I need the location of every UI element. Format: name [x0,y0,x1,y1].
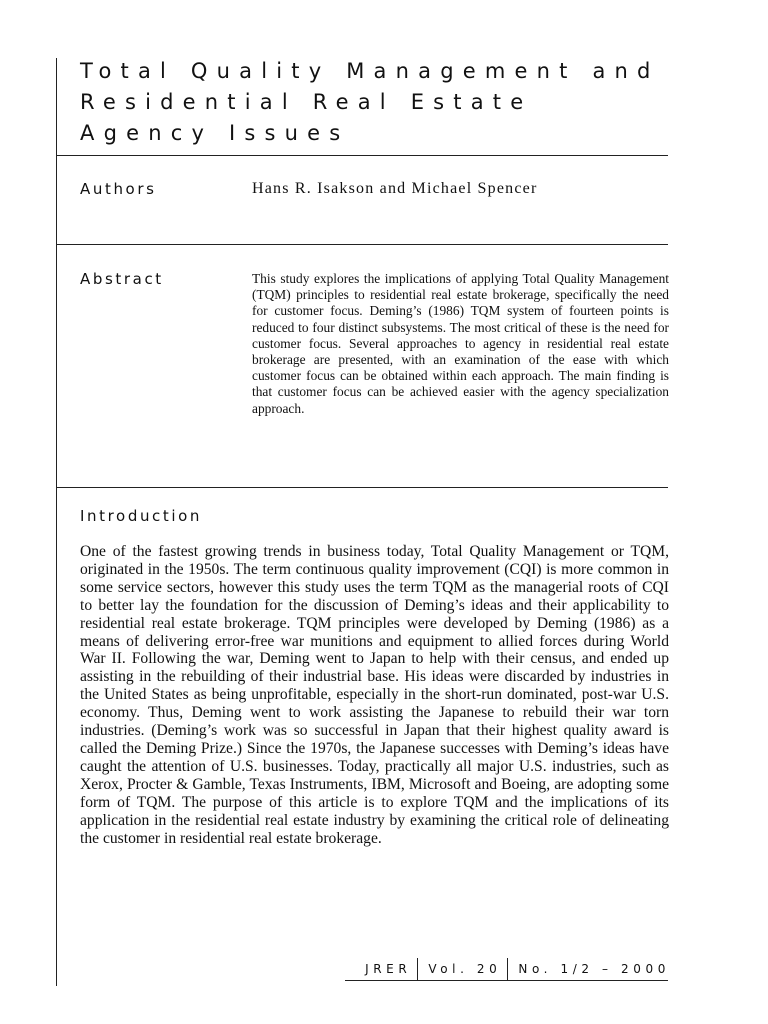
footer-separator [507,958,508,980]
divider-abstract [56,487,668,488]
authors-names: Hans R. Isakson and Michael Spencer [252,180,538,197]
running-footer [365,958,670,980]
footer-volume: Vol. 20 [428,962,502,976]
introduction-heading: Introduction [80,507,203,525]
footer-separator [417,958,418,980]
authors-label: Authors [80,180,157,198]
paper-title: Total Quality Management and Residential Real Estate Agency Issues [80,59,660,145]
divider-authors [56,244,668,245]
left-margin-rule [56,58,57,986]
abstract-label: Abstract [80,270,164,288]
abstract-text: This study explores the implications of applying Total Quality Management (TQM) principles to residential real estate brokerage, specifically the need for customer focus. Deming’s (1986) TQM system of fourteen points is reduced to four distinct subsystems. The most critical of these is the need for customer focus. Several approaches to agency in residential real estate brokerage are presented, with an examination of the ease with which customer focus can be obtained within each approach. The main finding is that customer focus can be achieved easier with the agency specialization approach. [252,271,669,416]
divider-title [56,155,668,156]
introduction-text: One of the fastest growing trends in business today, Total Quality Management or TQM, originated in the 1950s. The term continuous quality improvement (CQI) is more common in some service sectors, however this study uses the term TQM as the managerial roots of CQI to better lay the foundation for the discussion of Deming’s ideas and their applicability to residential real estate brokerage. TQM principles were developed by Deming (1986) as a means of delivering error-free war munitions and equipment to allied forces during World War II. Following the war, Deming went to Japan to help with their census, and ended up assisting in the rebuilding of their industrial base. His ideas were discarded by industries in the United States as being unprofitable, especially in the short-run dominated, post-war U.S. economy. Thus, Deming went to work assisting the Japanese to rebuild their war torn industries. (Deming’s work was so successful in Japan that their highest quality award is called the Deming Prize.) Since the 1970s, the Japanese successes with Deming’s ideas have caught the attention of U.S. businesses. Today, practically all major U.S. industries, such as Xerox, Procter & Gamble, Texas Instruments, IBM, Microsoft and Boeing, are adopting some form of TQM. The purpose of this article is to explore TQM and the implications of its application in the residential real estate industry by examining the critical role of delineating the customer in residential real estate brokerage. [80,543,669,847]
footer-rule [345,980,668,981]
footer-journal: JRER [365,962,412,976]
footer-number: No. 1/2 – 2000 [518,962,670,976]
